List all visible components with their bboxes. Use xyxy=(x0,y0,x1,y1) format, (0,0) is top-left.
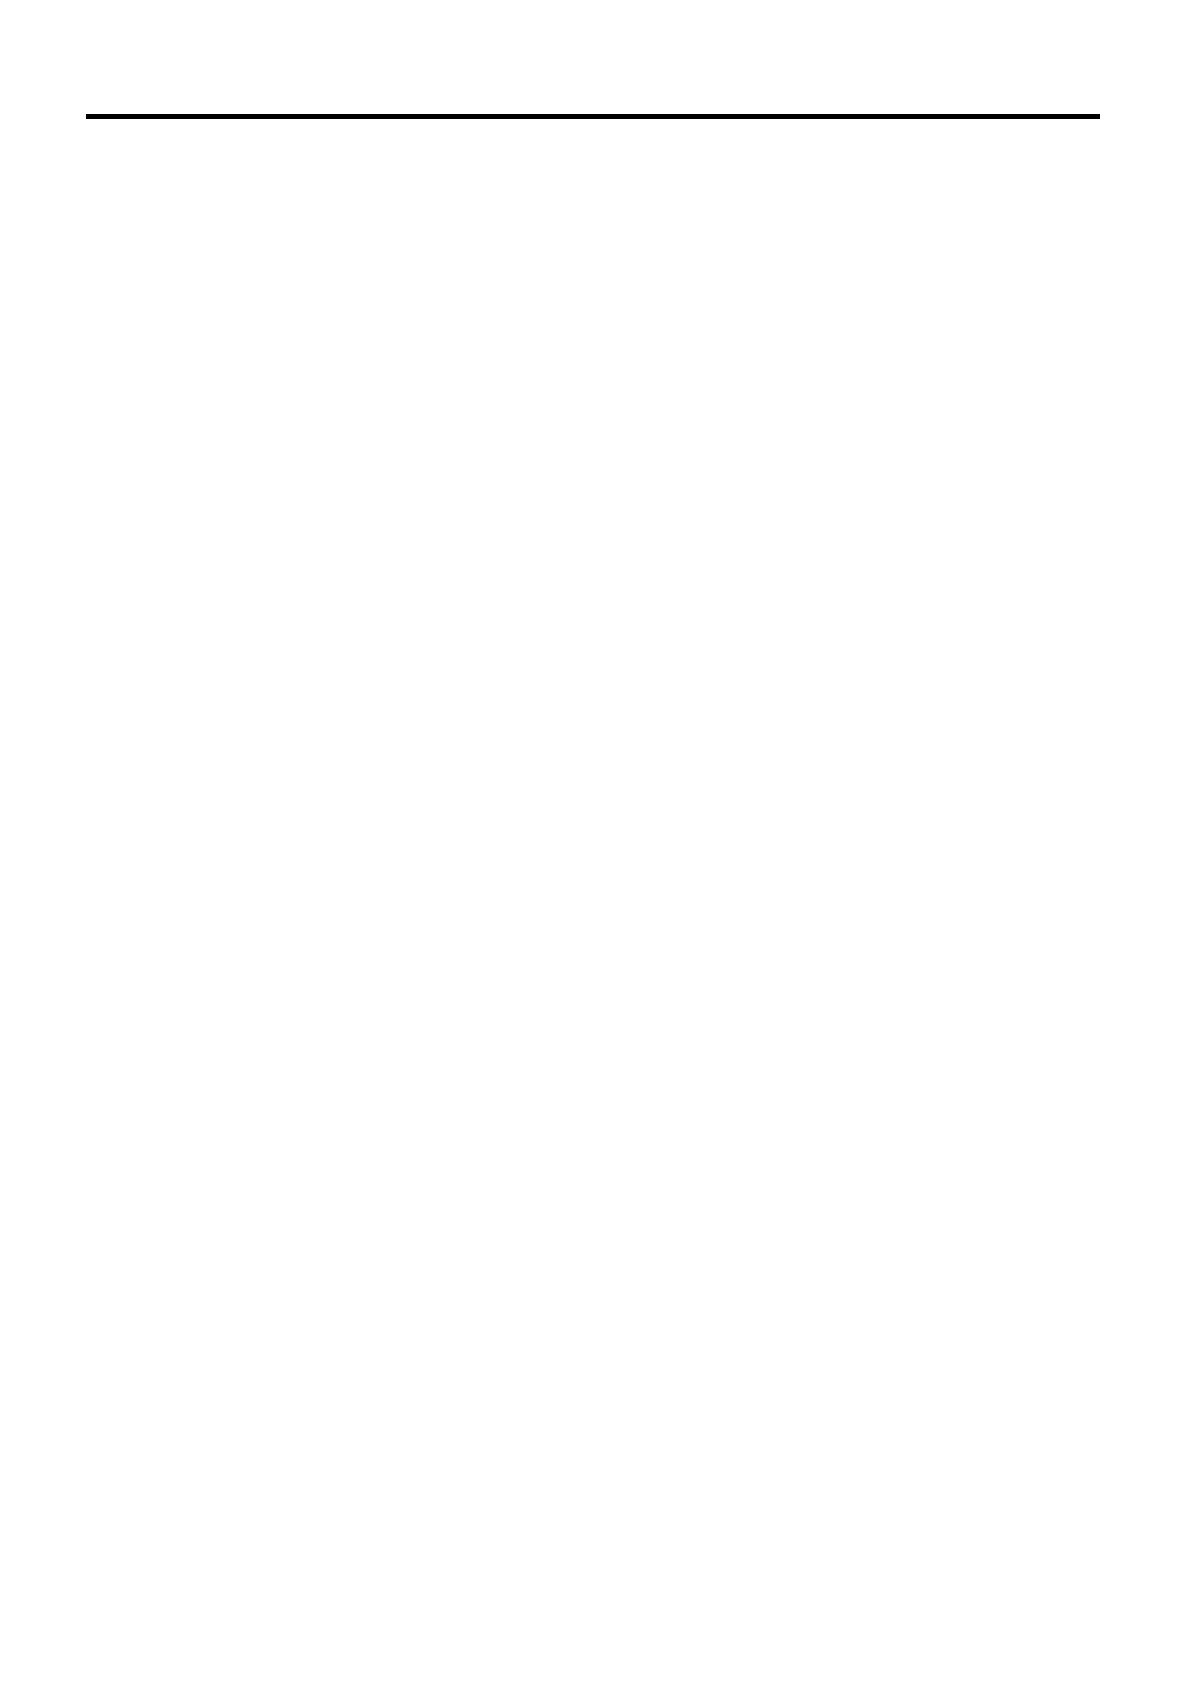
top-rule xyxy=(86,114,1100,119)
